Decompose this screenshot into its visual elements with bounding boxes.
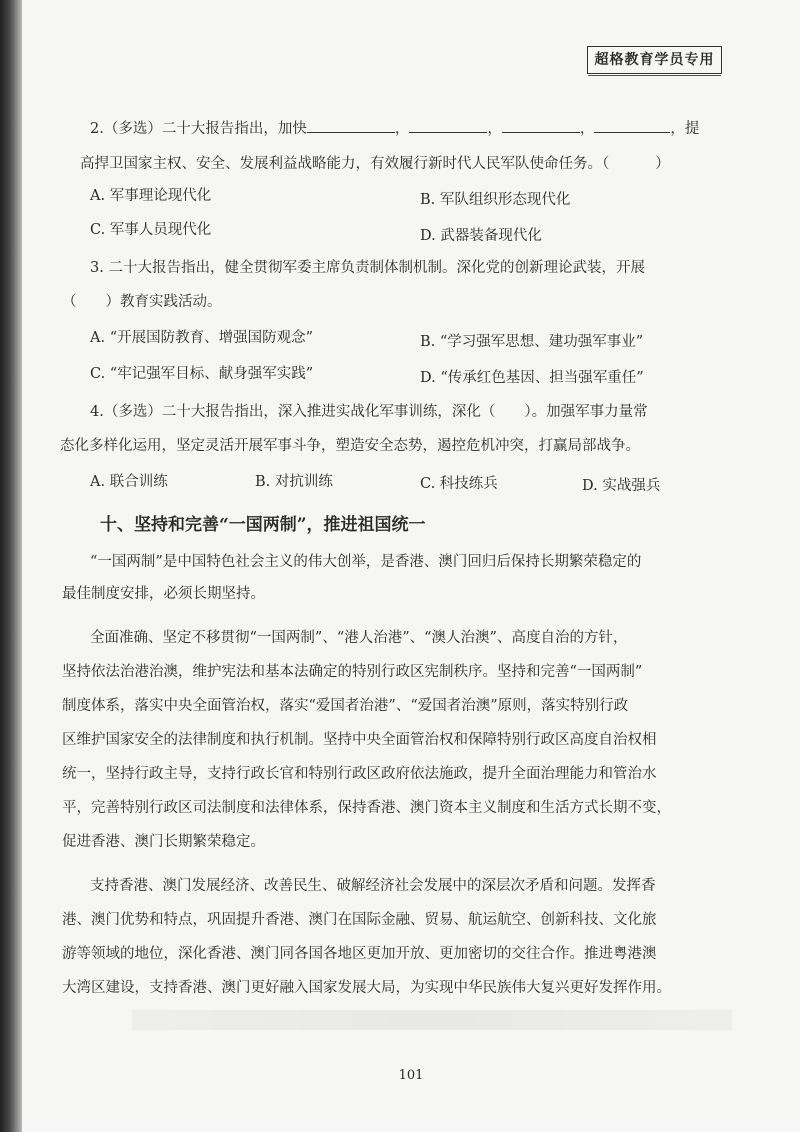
q2-line-2 (80, 154, 670, 174)
q4-line-1: 4.（多选）二十大报告指出，深入推进实战化军事训练，深化（ ）。加强军事力量常 (90, 404, 648, 420)
page-number: 101 (398, 1068, 424, 1083)
fill-blank-1 (307, 118, 395, 133)
header-divider (588, 75, 721, 76)
q2-option-c: C. 军事人员现代化 (90, 222, 212, 238)
q2-option-d: D. 武器装备现代化 (420, 228, 542, 244)
fill-blank-2 (409, 118, 487, 133)
q2-stem-start: 2.（多选）二十大报告指出，加快 (90, 121, 307, 137)
q3-line-2: （ ）教育实践活动。 (62, 294, 222, 310)
book-spine-shadow (0, 0, 22, 1132)
section-heading: 十、坚持和完善“一国两制”，推进祖国统一 (100, 515, 426, 535)
q3-option-b: B. “学习强军思想、建功强军事业” (420, 334, 644, 350)
para2-line-4: 区维护国家安全的法律制度和执行机制。坚持中央全面管治权和保障特别行政区高度自治权相 (62, 732, 657, 748)
q2-option-b: B. 军队组织形态现代化 (420, 192, 571, 208)
q2-line-1 (90, 118, 699, 139)
para2-line-5: 统一，坚持行政主导，支持行政长官和特别行政区政府依法施政，提升全面治理能力和管治水 (62, 766, 657, 782)
para2-line-2: 坚持依法治港治澳，维护宪法和基本法确定的特别行政区宪制秩序。坚持和完善“一国两制” (62, 664, 643, 680)
para1-line-1: “一国两制”是中国特色社会主义的伟大创举，是香港、澳门回归后保持长期繁荣稳定的 (90, 554, 642, 570)
fill-blank-3 (502, 118, 580, 133)
para2-line-6: 平，完善特别行政区司法制度和法律体系，保持香港、澳门资本主义制度和生活方式长期不变， (62, 800, 671, 816)
para3-line-1: 支持香港、澳门发展经济、改善民生、破解经济社会发展中的深层次矛盾和问题。发挥香 (90, 878, 656, 894)
q2-comma-2: ， (487, 121, 502, 137)
q3-line-1: 3. 二十大报告指出，健全贯彻军委主席负责制体制机制。深化党的创新理论武装，开展 (90, 260, 645, 276)
para3-line-4: 大湾区建设，支持香港、澳门更好融入国家发展大局，为实现中华民族伟大复兴更好发挥作用。 (62, 980, 671, 996)
q2-comma-1: ， (394, 121, 410, 137)
para3-line-2: 港、澳门优势和特点，巩固提升香港、澳门在国际金融、贸易、航运航空、创新科技、文化旅 (62, 912, 657, 928)
para2-line-1: 全面准确、坚定不移贯彻“一国两制”、“港人治港”、“澳人治澳”、高度自治的方针， (90, 630, 628, 646)
para2-line-7: 促进香港、澳门长期繁荣稳定。 (62, 834, 265, 850)
q2-stem-end: ，提 (670, 121, 700, 137)
document-page (22, 0, 800, 1132)
bleed-through-shadow (132, 1010, 732, 1030)
q4-option-c: C. 科技练兵 (420, 476, 498, 492)
q2-close-paren: ） (655, 156, 670, 172)
q2-comma-3: ， (579, 121, 595, 137)
q3-option-c: C. “牢记强军目标、献身强军实践” (90, 366, 314, 382)
para1-line-2: 最佳制度安排，必须长期坚持。 (62, 586, 265, 602)
fill-blank-4 (594, 118, 670, 133)
para2-line-3: 制度体系，落实中央全面管治权，落实“爱国者治港”、“爱国者治澳”原则，落实特别行政 (62, 698, 629, 714)
para3-line-3: 游等领域的地位，深化香港、澳门同各国各地区更加开放、更加密切的交往合作。推进粤港澳 (62, 946, 657, 962)
q3-option-d: D. “传承红色基因、担当强军重任” (420, 370, 644, 386)
q2-option-a: A. 军事理论现代化 (90, 188, 212, 204)
q4-option-d: D. 实战强兵 (582, 478, 661, 494)
student-only-stamp: 超格教育学员专用 (587, 46, 722, 74)
q4-line-2: 态化多样化运用，坚定灵活开展军事斗争，塑造安全态势，遏控危机冲突，打赢局部战争。 (60, 438, 640, 454)
q3-option-a: A. “开展国防教育、增强国防观念” (90, 330, 314, 346)
q4-option-a: A. 联合训练 (90, 474, 168, 490)
q2-stem-continued: 高捍卫国家主权、安全、发展利益战略能力，有效履行新时代人民军队使命任务。（ (80, 156, 610, 172)
q4-option-b: B. 对抗训练 (255, 474, 333, 490)
